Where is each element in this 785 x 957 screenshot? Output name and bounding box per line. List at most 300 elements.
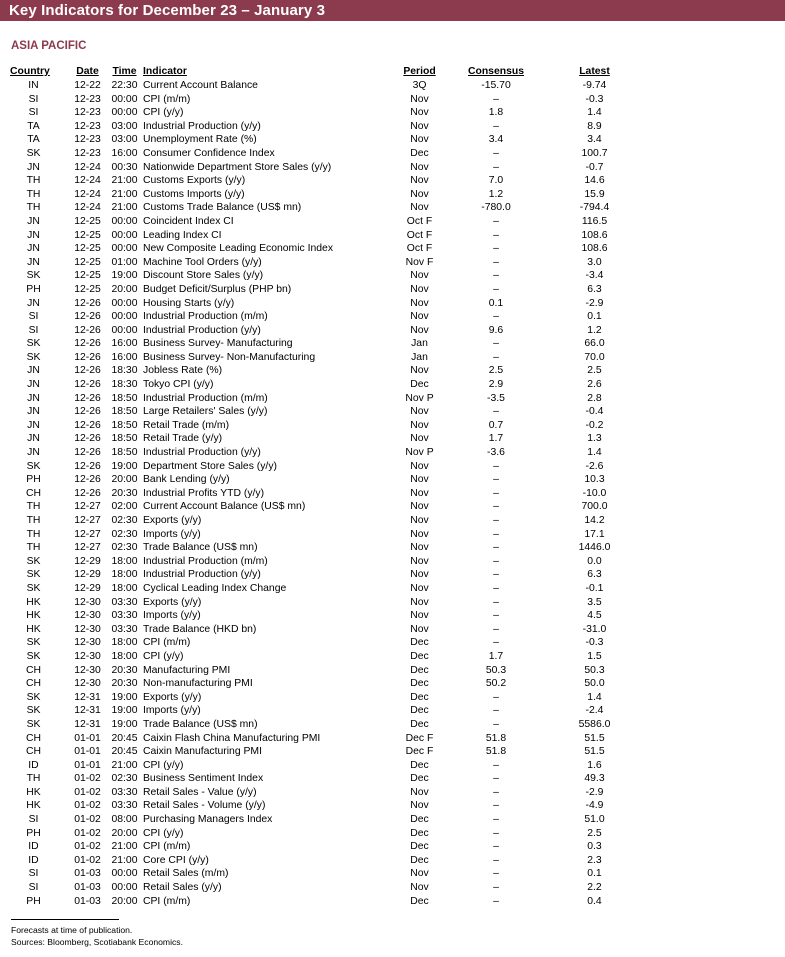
cell-country: JN — [27, 243, 40, 255]
title-banner — [0, 0, 785, 21]
cell-latest: 2.3 — [587, 854, 602, 866]
table-row — [0, 500, 643, 514]
cell-time: 20:30 — [111, 487, 138, 499]
cell-country: TH — [26, 501, 41, 513]
cell-period: Dec — [410, 379, 429, 391]
cell-latest: 0.0 — [587, 555, 602, 567]
table-row — [0, 120, 643, 134]
cell-time: 16:00 — [111, 147, 138, 159]
cell-period: Nov F — [405, 256, 434, 268]
cell-country: PH — [26, 474, 41, 486]
cell-country: JN — [27, 229, 40, 241]
table-row — [0, 432, 643, 446]
cell-period: Nov — [410, 474, 429, 486]
cell-period: Nov — [410, 365, 429, 377]
cell-country: HK — [26, 786, 41, 798]
cell-time: 21:00 — [111, 841, 138, 853]
cell-time: 03:00 — [111, 134, 138, 146]
cell-period: Nov — [410, 515, 429, 526]
cell-period: Dec — [410, 664, 429, 676]
table-row — [0, 541, 643, 555]
cell-period: Nov — [410, 487, 429, 499]
footnote-divider — [11, 919, 119, 920]
cell-latest: -4.9 — [585, 800, 604, 812]
cell-indicator: Retail Sales - Value (y/y) — [143, 786, 257, 798]
cell-latest: -2.4 — [585, 705, 604, 717]
cell-country: CH — [25, 664, 41, 676]
cell-consensus: – — [493, 882, 499, 894]
cell-time: 18:30 — [111, 365, 138, 377]
cell-country: SI — [28, 868, 39, 880]
cell-date: 12-27 — [74, 542, 101, 554]
cell-time: 22:30 — [111, 80, 138, 91]
cell-date: 12-26 — [74, 487, 101, 499]
table-row — [0, 419, 643, 433]
cell-latest: 0.3 — [587, 841, 602, 853]
cell-country: HK — [26, 623, 41, 635]
table-row — [0, 840, 643, 854]
cell-latest: 51.0 — [584, 814, 605, 826]
cell-date: 12-23 — [74, 107, 101, 119]
cell-time: 03:30 — [111, 800, 138, 812]
cell-consensus: – — [493, 759, 499, 771]
cell-time: 18:50 — [111, 406, 138, 418]
cell-indicator: New Composite Leading Economic Index — [143, 243, 334, 255]
cell-consensus: – — [493, 610, 499, 622]
cell-latest: 3.4 — [587, 134, 602, 146]
table-row — [0, 650, 643, 664]
table-row — [0, 813, 643, 827]
cell-time: 00:30 — [111, 161, 138, 173]
cell-country: CH — [25, 732, 41, 744]
cell-date: 12-26 — [74, 392, 101, 404]
cell-period: Jan — [411, 338, 428, 350]
cell-indicator: Retail Trade (m/m) — [143, 419, 230, 431]
table-row — [0, 460, 643, 474]
cell-time: 18:00 — [111, 582, 138, 594]
cell-consensus: – — [493, 555, 499, 567]
cell-latest: -794.4 — [579, 202, 610, 214]
cell-time: 18:50 — [111, 447, 138, 459]
cell-country: ID — [28, 854, 39, 866]
cell-date: 12-26 — [74, 433, 101, 445]
column-header-consensus: Consensus — [467, 66, 524, 77]
cell-period: Nov — [410, 542, 429, 554]
cell-indicator: Industrial Production (y/y) — [143, 324, 261, 336]
cell-period: Dec — [410, 841, 429, 853]
cell-latest: 0.1 — [587, 868, 602, 880]
cell-indicator: CPI (m/m) — [143, 637, 191, 649]
cell-consensus: – — [493, 582, 499, 594]
cell-indicator: Business Sentiment Index — [143, 773, 264, 785]
cell-country: HK — [26, 610, 41, 622]
cell-country: JN — [27, 215, 40, 227]
table-row — [0, 772, 643, 786]
cell-latest: 0.4 — [587, 895, 602, 907]
cell-country: ID — [28, 841, 39, 853]
cell-date: 12-26 — [74, 365, 101, 377]
cell-latest: 3.5 — [587, 596, 602, 608]
cell-time: 21:00 — [111, 202, 138, 214]
cell-latest: 2.5 — [587, 365, 602, 377]
table-row — [0, 215, 643, 229]
cell-period: Nov P — [405, 447, 434, 459]
table-row — [0, 745, 643, 759]
cell-period: Dec — [410, 637, 429, 649]
cell-time: 02:30 — [111, 528, 138, 540]
cell-consensus: 0.7 — [488, 419, 504, 431]
cell-date: 12-25 — [74, 215, 101, 227]
cell-time: 20:00 — [111, 474, 138, 486]
cell-country: HK — [26, 800, 41, 812]
cell-time: 03:30 — [111, 610, 138, 622]
cell-consensus: – — [493, 487, 499, 499]
cell-date: 01-02 — [74, 827, 101, 839]
cell-country: SK — [26, 555, 41, 567]
cell-consensus: – — [493, 215, 499, 227]
cell-indicator: CPI (m/m) — [143, 93, 191, 105]
cell-period: Nov — [410, 800, 429, 812]
cell-time: 20:45 — [111, 746, 138, 758]
table-row — [0, 827, 643, 841]
cell-time: 02:30 — [111, 515, 138, 526]
cell-time: 03:30 — [111, 786, 138, 798]
cell-country: TH — [26, 542, 41, 554]
cell-consensus: – — [493, 311, 499, 323]
table-row — [0, 392, 643, 406]
table-row — [0, 242, 643, 256]
cell-date: 01-03 — [74, 868, 101, 880]
cell-country: TH — [26, 773, 41, 785]
cell-period: Nov — [410, 175, 429, 187]
cell-time: 02:30 — [111, 542, 138, 554]
cell-consensus: – — [493, 351, 499, 363]
cell-consensus: – — [493, 841, 499, 853]
cell-latest: 66.0 — [584, 338, 605, 350]
cell-indicator: Industrial Production (y/y) — [143, 569, 261, 581]
cell-date: 01-02 — [74, 786, 101, 798]
table-row — [0, 283, 643, 297]
cell-period: Dec — [410, 147, 429, 159]
cell-consensus: -3.6 — [487, 447, 505, 459]
cell-latest: 15.9 — [584, 188, 605, 200]
cell-period: Oct F — [406, 229, 433, 241]
cell-date: 01-01 — [74, 759, 101, 771]
cell-period: Nov — [410, 460, 429, 472]
section-title: ASIA PACIFIC — [11, 40, 87, 52]
cell-date: 12-26 — [74, 338, 101, 350]
cell-latest: 51.5 — [584, 732, 605, 744]
cell-country: JN — [27, 379, 40, 391]
cell-indicator: Industrial Production (y/y) — [143, 120, 261, 132]
cell-indicator: Trade Balance (US$ mn) — [143, 542, 258, 554]
cell-consensus: 50.2 — [485, 678, 507, 690]
column-header-time: Time — [112, 66, 137, 77]
cell-date: 12-26 — [74, 324, 101, 336]
cell-country: SK — [26, 338, 41, 350]
cell-period: Nov — [410, 120, 429, 132]
cell-date: 12-23 — [74, 134, 101, 146]
table-row — [0, 596, 643, 610]
cell-indicator: Current Account Balance (US$ mn) — [143, 501, 306, 513]
cell-time: 03:30 — [111, 596, 138, 608]
cell-date: 12-26 — [74, 447, 101, 459]
cell-indicator: Retail Sales - Volume (y/y) — [143, 800, 266, 812]
cell-time: 00:00 — [111, 93, 138, 105]
cell-time: 19:00 — [111, 705, 138, 717]
cell-date: 12-29 — [74, 582, 101, 594]
cell-period: Nov — [410, 419, 429, 431]
table-row — [0, 446, 643, 460]
cell-indicator: Nationwide Department Store Sales (y/y) — [143, 161, 332, 173]
cell-country: SI — [28, 814, 39, 826]
cell-consensus: – — [493, 718, 499, 730]
cell-consensus: – — [493, 528, 499, 540]
cell-date: 12-29 — [74, 569, 101, 581]
cell-date: 12-30 — [74, 623, 101, 635]
cell-latest: -0.4 — [585, 406, 604, 418]
cell-country: CH — [25, 678, 41, 690]
cell-consensus: 7.0 — [488, 175, 504, 187]
cell-country: SI — [28, 93, 39, 105]
cell-period: Dec — [410, 759, 429, 771]
cell-indicator: Large Retailers' Sales (y/y) — [143, 406, 268, 418]
cell-indicator: Jobless Rate (%) — [143, 365, 223, 377]
cell-date: 12-31 — [74, 705, 101, 717]
cell-consensus: – — [493, 229, 499, 241]
cell-time: 02:30 — [111, 773, 138, 785]
cell-latest: 1.2 — [587, 324, 602, 336]
cell-consensus: -780.0 — [481, 202, 511, 214]
cell-country: SK — [26, 691, 41, 703]
footnote-sources: Sources: Bloomberg, Scotiabank Economics. — [11, 937, 183, 947]
cell-time: 18:50 — [111, 433, 138, 445]
cell-time: 18:00 — [111, 637, 138, 649]
cell-latest: 100.7 — [581, 147, 608, 159]
cell-time: 21:00 — [111, 188, 138, 200]
table-row — [0, 677, 643, 691]
cell-latest: 116.5 — [581, 215, 608, 227]
cell-date: 12-23 — [74, 93, 101, 105]
cell-period: Nov — [410, 311, 429, 323]
cell-indicator: CPI (y/y) — [143, 827, 184, 839]
cell-period: Nov — [410, 188, 429, 200]
cell-period: Nov — [410, 107, 429, 119]
cell-consensus: – — [493, 460, 499, 472]
cell-indicator: Industrial Profits YTD (y/y) — [143, 487, 265, 499]
cell-country: TA — [27, 120, 40, 132]
cell-indicator: Customs Trade Balance (US$ mn) — [143, 202, 302, 214]
cell-latest: 108.6 — [581, 229, 608, 241]
cell-date: 12-26 — [74, 351, 101, 363]
cell-latest: 1.4 — [587, 107, 602, 119]
cell-date: 12-26 — [74, 379, 101, 391]
cell-indicator: Manufacturing PMI — [143, 664, 231, 676]
cell-latest: 3.0 — [587, 256, 602, 268]
table-row — [0, 528, 643, 542]
cell-country: CH — [25, 487, 41, 499]
table-row — [0, 799, 643, 813]
cell-consensus: 0.1 — [488, 297, 504, 309]
cell-period: Nov — [410, 202, 429, 214]
cell-period: Dec — [410, 705, 429, 717]
cell-indicator: Industrial Production (m/m) — [143, 392, 268, 404]
cell-indicator: Imports (y/y) — [143, 528, 201, 540]
cell-indicator: Customs Exports (y/y) — [143, 175, 246, 187]
cell-time: 16:00 — [111, 338, 138, 350]
cell-latest: -0.1 — [585, 582, 604, 594]
cell-country: SI — [28, 311, 39, 323]
cell-indicator: Business Survey- Manufacturing — [143, 338, 293, 350]
cell-country: SI — [28, 324, 39, 336]
cell-consensus: 1.2 — [488, 188, 504, 200]
table-row — [0, 378, 643, 392]
table-row — [0, 691, 643, 705]
table-row — [0, 161, 643, 175]
cell-consensus: 2.5 — [488, 365, 504, 377]
cell-period: Dec — [410, 718, 429, 730]
cell-time: 21:00 — [111, 175, 138, 187]
cell-time: 21:00 — [111, 759, 138, 771]
cell-latest: 1.4 — [587, 691, 602, 703]
cell-country: TH — [26, 202, 41, 214]
cell-latest: 10.3 — [584, 474, 605, 486]
page-title: Key Indicators for December 23 – January 3 — [9, 2, 326, 19]
cell-time: 00:00 — [111, 107, 138, 119]
table-row — [0, 229, 643, 243]
cell-latest: -0.2 — [585, 419, 604, 431]
cell-consensus: -3.5 — [487, 392, 505, 404]
cell-country: JN — [27, 297, 40, 309]
cell-period: Dec — [410, 678, 429, 690]
cell-period: Nov — [410, 868, 429, 880]
table-row — [0, 854, 643, 868]
column-header-latest: Latest — [579, 66, 610, 77]
cell-country: SK — [26, 718, 41, 730]
cell-date: 12-23 — [74, 147, 101, 159]
cell-latest: -10.0 — [582, 487, 607, 499]
cell-time: 02:00 — [111, 501, 138, 513]
table-row — [0, 310, 643, 324]
cell-time: 00:00 — [111, 311, 138, 323]
cell-latest: 5586.0 — [578, 718, 611, 730]
table-row — [0, 133, 643, 147]
cell-country: TH — [26, 175, 41, 187]
cell-indicator: Retail Sales (y/y) — [143, 882, 222, 894]
cell-period: Dec — [410, 827, 429, 839]
cell-indicator: Imports (y/y) — [143, 705, 201, 717]
table-row — [0, 704, 643, 718]
cell-period: Jan — [411, 351, 428, 363]
table-row — [0, 174, 643, 188]
cell-date: 12-30 — [74, 596, 101, 608]
cell-date: 01-02 — [74, 773, 101, 785]
cell-country: JN — [27, 447, 40, 459]
cell-period: Nov — [410, 623, 429, 635]
cell-indicator: Industrial Production (m/m) — [143, 555, 268, 567]
cell-country: SK — [26, 351, 41, 363]
cell-time: 18:30 — [111, 379, 138, 391]
cell-latest: 1.3 — [587, 433, 602, 445]
column-header-indicator: Indicator — [143, 66, 187, 77]
cell-date: 12-27 — [74, 528, 101, 540]
cell-latest: -2.6 — [585, 460, 604, 472]
cell-consensus: 2.9 — [488, 379, 504, 391]
cell-time: 19:00 — [111, 691, 138, 703]
cell-period: Nov — [410, 610, 429, 622]
cell-indicator: Customs Imports (y/y) — [143, 188, 245, 200]
cell-consensus: 1.8 — [488, 107, 504, 119]
cell-consensus: – — [493, 705, 499, 717]
cell-indicator: Non-manufacturing PMI — [143, 678, 253, 690]
cell-date: 12-29 — [74, 555, 101, 567]
cell-date: 12-24 — [74, 188, 101, 200]
cell-country: JN — [27, 392, 40, 404]
cell-consensus: – — [493, 474, 499, 486]
cell-indicator: Leading Index CI — [143, 229, 222, 241]
cell-latest: 2.5 — [587, 827, 602, 839]
cell-period: Nov — [410, 433, 429, 445]
cell-consensus: – — [493, 147, 499, 159]
cell-consensus: 1.7 — [488, 433, 504, 445]
cell-time: 20:00 — [111, 827, 138, 839]
cell-latest: -2.9 — [585, 297, 604, 309]
cell-time: 18:50 — [111, 392, 138, 404]
cell-date: 12-31 — [74, 691, 101, 703]
cell-period: Dec F — [405, 732, 434, 744]
table-row — [0, 786, 643, 800]
cell-consensus: – — [493, 596, 499, 608]
cell-latest: 4.5 — [587, 610, 602, 622]
cell-indicator: Trade Balance (US$ mn) — [143, 718, 258, 730]
cell-period: Nov — [410, 297, 429, 309]
cell-country: SK — [26, 582, 41, 594]
cell-period: Dec — [410, 773, 429, 785]
cell-indicator: Department Store Sales (y/y) — [143, 460, 277, 472]
cell-indicator: CPI (m/m) — [143, 841, 191, 853]
cell-period: Dec — [410, 691, 429, 703]
cell-time: 18:50 — [111, 419, 138, 431]
cell-time: 18:00 — [111, 569, 138, 581]
table-row — [0, 732, 643, 746]
cell-date: 12-26 — [74, 460, 101, 472]
cell-indicator: Purchasing Managers Index — [143, 814, 273, 826]
table-row — [0, 664, 643, 678]
cell-indicator: Caixin Manufacturing PMI — [143, 746, 262, 758]
cell-consensus: – — [493, 243, 499, 255]
cell-latest: 14.6 — [584, 175, 605, 187]
table-row — [0, 881, 643, 895]
cell-time: 00:00 — [111, 882, 138, 894]
cell-consensus: – — [493, 691, 499, 703]
cell-time: 03:00 — [111, 120, 138, 132]
table-row — [0, 405, 643, 419]
cell-indicator: Budget Deficit/Surplus (PHP bn) — [143, 283, 292, 295]
cell-date: 12-26 — [74, 297, 101, 309]
cell-latest: 50.0 — [584, 678, 605, 690]
cell-latest: 51.5 — [584, 746, 605, 758]
cell-indicator: Core CPI (y/y) — [143, 854, 209, 866]
cell-date: 12-27 — [74, 501, 101, 513]
cell-time: 20:45 — [111, 732, 138, 744]
table-row — [0, 568, 643, 582]
cell-time: 18:00 — [111, 555, 138, 567]
cell-consensus: – — [493, 542, 499, 554]
cell-period: Nov — [410, 324, 429, 336]
indicators-table — [0, 65, 643, 908]
cell-date: 12-30 — [74, 650, 101, 662]
table-row — [0, 106, 643, 120]
